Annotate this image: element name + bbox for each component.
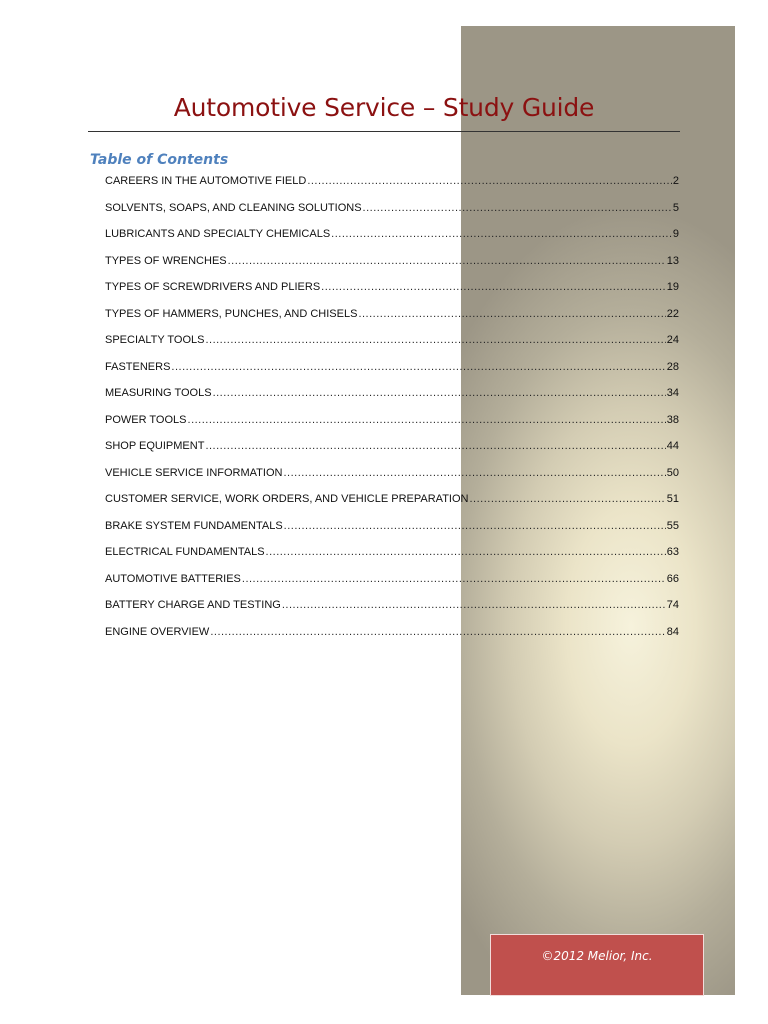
toc-entry[interactable] [105,361,679,388]
toc-dot-leader [205,440,665,452]
toc-entry-title: CUSTOMER SERVICE, WORK ORDERS, AND VEHICLE PREPARATION [105,493,469,505]
toc-entry[interactable] [105,546,679,573]
toc-entry-title: TYPES OF WRENCHES [105,254,227,267]
table-of-contents [105,175,679,652]
toc-entry-page-number: 22 [666,307,679,320]
toc-entry-title: TYPES OF HAMMERS, PUNCHES, AND CHISELS [105,307,358,320]
toc-dot-leader [205,334,665,346]
toc-dot-leader [331,228,672,240]
toc-dot-leader [242,573,666,585]
toc-entry-title: SHOP EQUIPMENT [105,440,205,452]
toc-entry-page-number: 51 [666,493,679,505]
toc-entry[interactable] [105,493,679,520]
toc-entry[interactable] [105,334,679,361]
toc-entry[interactable] [105,626,679,653]
toc-dot-leader [210,626,665,638]
toc-dot-leader [282,599,666,611]
toc-entry-title: POWER TOOLS [105,413,187,426]
toc-entry-page-number: 74 [666,599,679,611]
page-title: Automotive Service – Study Guide [173,93,595,122]
toc-entry[interactable] [105,520,679,547]
toc-entry-page-number: 34 [666,387,679,399]
toc-heading: Table of Contents [90,152,229,168]
toc-entry[interactable] [105,387,679,414]
toc-dot-leader [358,308,665,320]
toc-dot-leader [171,361,665,373]
toc-entry-page-number: 66 [666,572,679,585]
toc-entry-title: BATTERY CHARGE AND TESTING [105,599,281,611]
toc-entry[interactable] [105,202,679,229]
toc-entry-title: ELECTRICAL FUNDAMENTALS [105,546,265,558]
toc-dot-leader [307,175,672,187]
toc-entry-page-number: 24 [666,334,679,346]
toc-entry-page-number: 28 [666,360,679,373]
copyright-text: ©2012 Melior, Inc. [541,949,653,963]
toc-entry[interactable] [105,308,679,335]
title-underline [88,131,680,132]
toc-entry-title: ENGINE OVERVIEW [105,625,210,638]
toc-entry-page-number: 19 [666,281,679,293]
copyright-box [490,934,704,996]
toc-entry[interactable] [105,440,679,467]
toc-dot-leader [283,467,665,479]
toc-entry-title: SOLVENTS, SOAPS, AND CLEANING SOLUTIONS [105,201,362,214]
toc-entry-page-number: 9 [672,228,679,240]
toc-entry-title: LUBRICANTS AND SPECIALTY CHEMICALS [105,228,331,240]
toc-entry-page-number: 55 [666,519,679,532]
toc-entry-page-number: 50 [666,466,679,479]
toc-entry-page-number: 13 [666,254,679,267]
toc-dot-leader [363,202,672,214]
toc-dot-leader [266,546,666,558]
toc-entry-page-number: 44 [666,440,679,452]
toc-entry[interactable] [105,467,679,494]
toc-entry-page-number: 63 [666,546,679,558]
toc-entry-page-number: 38 [666,413,679,426]
toc-entry[interactable] [105,255,679,282]
toc-entry-page-number: 84 [666,625,679,638]
toc-entry-title: MEASURING TOOLS [105,387,212,399]
toc-entry-title: CAREERS IN THE AUTOMOTIVE FIELD [105,175,307,187]
toc-entry[interactable] [105,175,679,202]
toc-dot-leader [469,493,665,505]
toc-dot-leader [228,255,666,267]
toc-entry[interactable] [105,228,679,255]
toc-dot-leader [213,387,666,399]
toc-dot-leader [188,414,666,426]
toc-entry[interactable] [105,414,679,441]
toc-entry[interactable] [105,573,679,600]
toc-dot-leader [284,520,666,532]
toc-entry-title: AUTOMOTIVE BATTERIES [105,572,241,585]
toc-dot-leader [321,281,666,293]
toc-entry-page-number: 2 [672,175,679,187]
toc-entry-title: BRAKE SYSTEM FUNDAMENTALS [105,519,283,532]
toc-entry-page-number: 5 [672,201,679,214]
toc-entry[interactable] [105,599,679,626]
toc-entry-title: FASTENERS [105,360,171,373]
toc-entry-title: TYPES OF SCREWDRIVERS AND PLIERS [105,281,321,293]
toc-entry[interactable] [105,281,679,308]
toc-entry-title: SPECIALTY TOOLS [105,334,205,346]
toc-entry-title: VEHICLE SERVICE INFORMATION [105,466,283,479]
